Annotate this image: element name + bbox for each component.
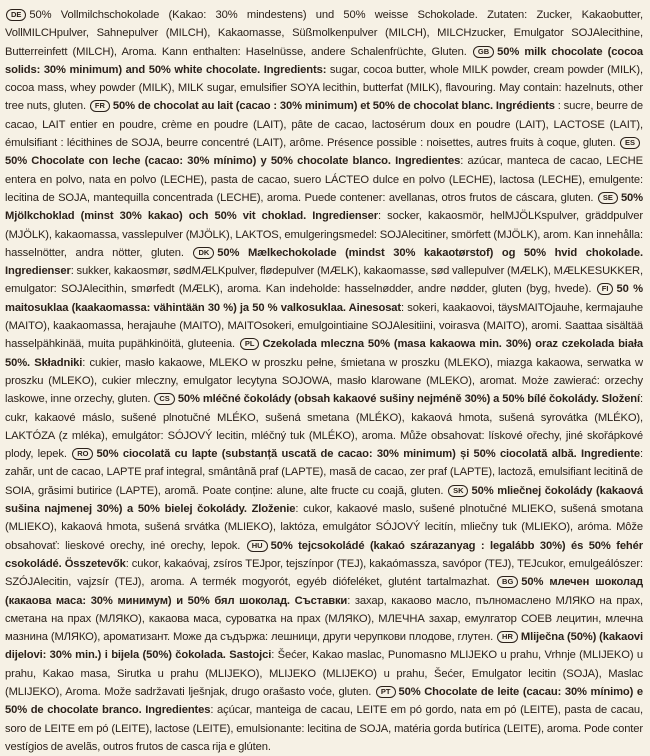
ingredients-text: : Šećer, Kakao maslac, Punomasno MLIJEKO u prahu, Vrhnje (MLIJEKO) u prahu, Kakao masa, Sirutka u prahu (MLIJEKO), MLIJEKO (MLIJEKO) u prahu, Šećer, Emulgator lecitin (SOJA), Maslac (MLIJEKO), Aroma. Može sadržavati lješnjak, drugo orašasto voće, gluten. bbox=[5, 649, 643, 698]
ingredients-text: : cukier, masło kakaowe, MLEKO w proszku pełne, śmietana w proszku (MLEKO), miazga kakaowa, serwatka w proszku (MLEKO), cukier mleczny, emulgator lecytyna SOJOWA, masło klarowane (MLEKO), aromat. Może zawierać: orzechy laskowe, inne orzechy, gluten. bbox=[5, 356, 643, 406]
product-heading: 50% Chocolate con leche (cacao: 30% mínimo) y 50% chocolate blanco. Ingredientes bbox=[5, 155, 461, 168]
ingredients-text: : cukr, kakaové máslo, sušené plnotučné MLÉKO, sušená smetana (MLÉKO), kakaová hmota, sušená syrovátka (MLÉKO), LAKTÓZA (z mléka), emulgátor: SÓJOVÝ lecitin, mléčný tuk (MLÉKO), aroma. Může obsahovat: lískové ořechy, jiné skořápkové plody, lepek. bbox=[5, 393, 644, 461]
ingredients-text: : azúcar, manteca de cacao, LECHE entera en polvo, nata en polvo (LECHE), pasta de cacao, suero LÁCTEO dulce en polvo (LECHE), lactosa (LECHE), emulgente: lecitina de SOJA, mantequilla concentrada (LECHE), aroma. Puede contener: avellanas, otros frutos de cáscara, gluten. bbox=[5, 155, 643, 204]
ingredients-text: : açúcar, manteiga de cacau, LEITE em pó gordo, nata em pó (LEITE), pasta de cacau, soro de LEITE em pó (LEITE), lactose (LEITE), emulsionante: lecitina de SOJA, matéria gorda butírica (LEITE), aroma. Pode conter vestígios de avelãs, outros frutos de casca rija e glúten. bbox=[5, 704, 644, 753]
product-heading: 50% Chocolate de leite (cacau: 30% mínimo) e 50% de chocolate branco. Ingredientes bbox=[5, 685, 643, 717]
product-heading: 50% milk chocolate (cocoa solids: 30% minimum) and 50% white chocolate. Ingredients: bbox=[5, 45, 643, 76]
language-code-dk: DK bbox=[193, 247, 214, 259]
ingredients-text: Zucker, Kakaobutter, VollMILCHpulver, Sahnepulver (MILCH), Kakaomasse, Süßmolkenpulver (MILCH), MILCHzucker, Emulgator SOJAlecithine, Butterreinfett (MILCH), Aroma. Kann enthalten: Haselnüsse, andere Schalenfrüchte, Gluten. bbox=[5, 9, 643, 58]
ingredients-text: 50% Vollmilchschokolade (Kakao: 30% mindestens) und 50% weisse Schokolade. Zutaten: bbox=[29, 9, 528, 21]
language-code-sk: SK bbox=[448, 485, 468, 497]
language-code-pt: PT bbox=[376, 686, 396, 698]
ingredients-text: : захар, какаово масло, пълномаслено МЛЯКО на прах, сметана на прах (МЛЯКО), какаова маса, суроватка на прах (МЛЯКО), МЛЕЧНА захар, емулгатор СОЕВ лецитин, млечна мазнина (МЛЯКО), ароматизант. Може да съдържа: лешници, други черупкови плодове, глутен. bbox=[5, 594, 643, 644]
language-code-hu: HU bbox=[247, 540, 268, 552]
ingredients-text: sugar, cocoa butter, whole MILK powder, cream powder (MILK), cocoa mass, whey powder (MILK), MILK sugar, emulsifier SOYA lecithin, butterfat (MILK), flavouring. May contain: hazelnuts, other tree nuts, gluten. bbox=[5, 63, 643, 113]
product-heading: 50 % maitosuklaa (kaakaomassa: vähintään 30 %) ja 50 % valkosuklaa. Ainesosat bbox=[5, 283, 643, 314]
language-code-gb: GB bbox=[473, 46, 494, 58]
language-code-bg: BG bbox=[497, 576, 518, 588]
ingredients-text: : zahăr, unt de cacao, LAPTE praf integral, smântână praf (LAPTE), masă de cacao, zer praf (LAPTE), lactoză, emulsifiant lecitină de SOIA, grăsimi butirice (LAPTE), aromă. Poate conține: alune, alte fructe cu coajă, gluten. bbox=[5, 448, 643, 497]
product-heading: 50% mléčné čokolády (obsah kakaové sušiny nejméně 30%) a 50% bílé čokolády. Složení bbox=[177, 393, 641, 406]
language-code-hr: HR bbox=[497, 631, 518, 643]
product-heading: 50% млечен шоколад (какаова маса: 30% минимум) и 50% бял шоколад. Съставки bbox=[5, 576, 643, 607]
product-heading: Czekolada mleczna 50% (masa kakaowa min. 30%) oraz czekolada biała 50%. Składniki bbox=[5, 338, 643, 369]
ingredients-text: : cukor, kakaóvaj, zsíros TEJpor, tejszínpor (TEJ), kakaómassza, savópor (TEJ), TEJcukor, emulgeálószer: SZÓJAlecitin, vajzsír (TEJ), aroma. A termék mogyorót, egyéb diófeléket, glutént tartalmazhat. bbox=[5, 557, 643, 589]
language-code-pl: PL bbox=[240, 338, 260, 350]
ingredients-text: : sucre, beurre de cacao, LAIT entier en poudre, crème en poudre (LAIT), pâte de cacao, lactosérum doux en poudre (LAIT), LACTOSE (LAIT), émulsifiant : lécithines de SOJA, beurre concentré (LAIT), arôme. Présence possible : noisettes, autres fruits à coque, gluten. bbox=[5, 100, 643, 150]
ingredients-text: : sukker, kakaosmør, sødMÆLKpulver, flødepulver (MÆLK), kakaomasse, sød vallepulver (MÆLK), MÆLKESUKKER, emulgator: SOJAlecithin, smørfedt (MÆLK), aroma. Kan indeholde: hasselnødder, andre nødder, gluten (byg, hvede). bbox=[5, 265, 643, 296]
language-code-se: SE bbox=[598, 192, 618, 204]
product-heading: 50% mliečnej čokolády (kakaová sušina najmenej 30%) a 50% bielej čokolády. Zloženie bbox=[5, 484, 643, 516]
language-code-de: DE bbox=[6, 9, 26, 21]
language-code-ro: RO bbox=[72, 448, 93, 460]
product-heading: 50% tejcsokoládé (kakaó szárazanyag : legalább 30%) és 50% fehér csokoládé. Összetevők bbox=[5, 539, 643, 570]
product-heading: 50% ciocolată cu lapte (substanță uscată de cacao: 30% minimum) și 50% ciocolată albă. Ingrediente bbox=[96, 448, 640, 461]
ingredients-text: : cukor, kakaové maslo, sušené plnotučné MLIEKO, sušená smotana (MLIEKO), kakaová hmota, sušená srvátka (MLIEKO), laktóza, emulgátor SÓJOVÝ lecitín, mliečny tuk (MLIEKO), aróma. Môže obsahovať: lieskové orechy, iné orechy, lepok. bbox=[5, 503, 643, 552]
product-heading: 50% Mælkechokolade (mindst 30% kakaotørstof) og 50% hvid chokolade. Ingredienser bbox=[5, 246, 643, 278]
product-heading: Mliječna (50%) (kakaovi dijelovi: 30% min.) i bijela (50%) čokolada. Sastojci bbox=[5, 631, 644, 662]
language-code-fr: FR bbox=[90, 100, 110, 112]
product-heading: 50% Mjölkchoklad (minst 30% kakao) och 50% vit choklad. Ingredienser bbox=[5, 191, 643, 223]
language-code-cs: CS bbox=[154, 393, 174, 405]
ingredients-text: : socker, kakaosmör, helMJÖLKspulver, gräddpulver (MJÖLK), kakaomassa, vasslepulver (MJÖLK), LAKTOS, emulgeringsmedel: SOJAlecitiner, smörfett (MJÖLK), arom. Kan innehålla: hasselnötter, andra nötter, gluten. bbox=[5, 210, 643, 259]
ingredients-text: : sokeri, kaakaovoi, täysMAITOjauhe, kermajauhe (MAITO), kaakaomassa, herajauhe (MAITO), MAITOsokeri, emulgointiaine SOJAlesitiini, voirasva (MAITO), aromi. Saattaa sisältää hasselpähkinää, muita pupähkinöitä, gluteenia. bbox=[5, 301, 643, 351]
language-code-fi: FI bbox=[597, 283, 614, 295]
product-heading: 50% de chocolat au lait (cacao : 30% minimum) et 50% de chocolat blanc. Ingrédients bbox=[112, 100, 555, 113]
language-code-es: ES bbox=[620, 137, 640, 149]
